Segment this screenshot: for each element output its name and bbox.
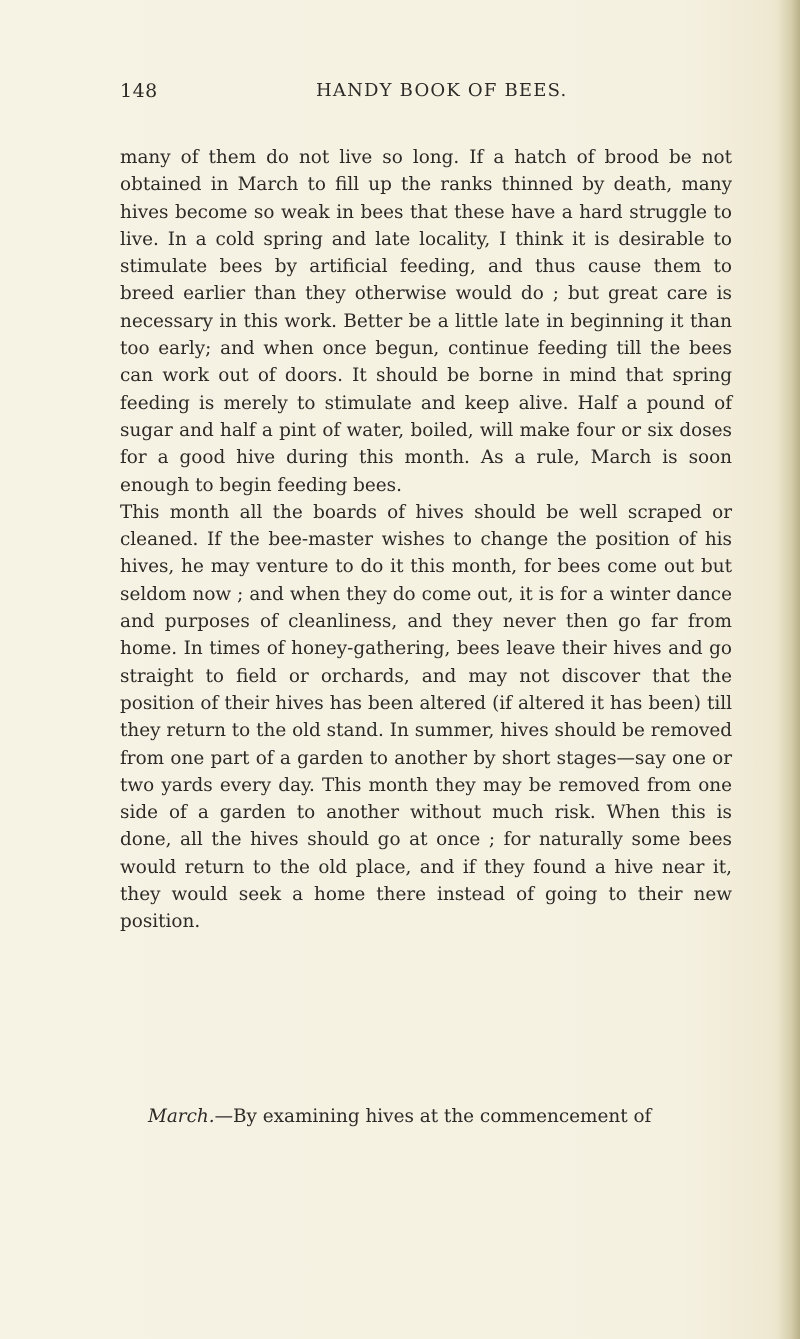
body-text: [120, 144, 732, 936]
page-number: 148: [120, 80, 158, 102]
paragraph-march: [148, 1103, 732, 1130]
paragraph: This month all the boards of hives should be well scraped or cleaned. If the bee-master wishes to change the position of his hives, he may venture to do it this month, for bees come out but seldom now ; and when they do come out, it is for a winter dance and purposes of cleanliness, and they never then go far from home. In times of honey-gathering, bees leave their hives and go straight to field or orchards, and may not discover that the position of their hives has been altered (if altered it has been) till they return to the old stand. In summer, hives should be removed from one part of a garden to another by short stages—say one or two yards every day. This month they may be removed from one side of a garden to another without much risk. When this is done, all the hives should go at once ; for naturally some bees would return to the old place, and if they found a hive near it, they would seek a home there instead of going to their new position.: [120, 501, 732, 933]
paragraph-lead-italic: March.: [148, 1106, 215, 1127]
paragraph-rest: —By examining hives at the commencement of: [214, 1106, 652, 1127]
running-head: HANDY BOOK OF BEES.: [316, 80, 568, 101]
page-header: [120, 80, 730, 110]
paragraph: many of them do not live so long. If a hatch of brood be not obtained in March to fill up the ranks thinned by death, many hives become so weak in bees that these have a hard struggle to live. In a cold spring and late locality, I think it is desirable to stimulate bees by artificial feeding, and thus cause them to breed earlier than they otherwise would do ; but great care is necessary in this work. Better be a little late in beginning it than too early; and when once begun, continue feeding till the bees can work out of doors. It should be borne in mind that spring feeding is merely to stimulate and keep alive. Half a pound of sugar and half a pint of water, boiled, will make four or six doses for a good hive during this month. As a rule, March is soon enough to begin feeding bees.: [120, 147, 732, 496]
page-edge-shadow: [778, 0, 800, 1339]
